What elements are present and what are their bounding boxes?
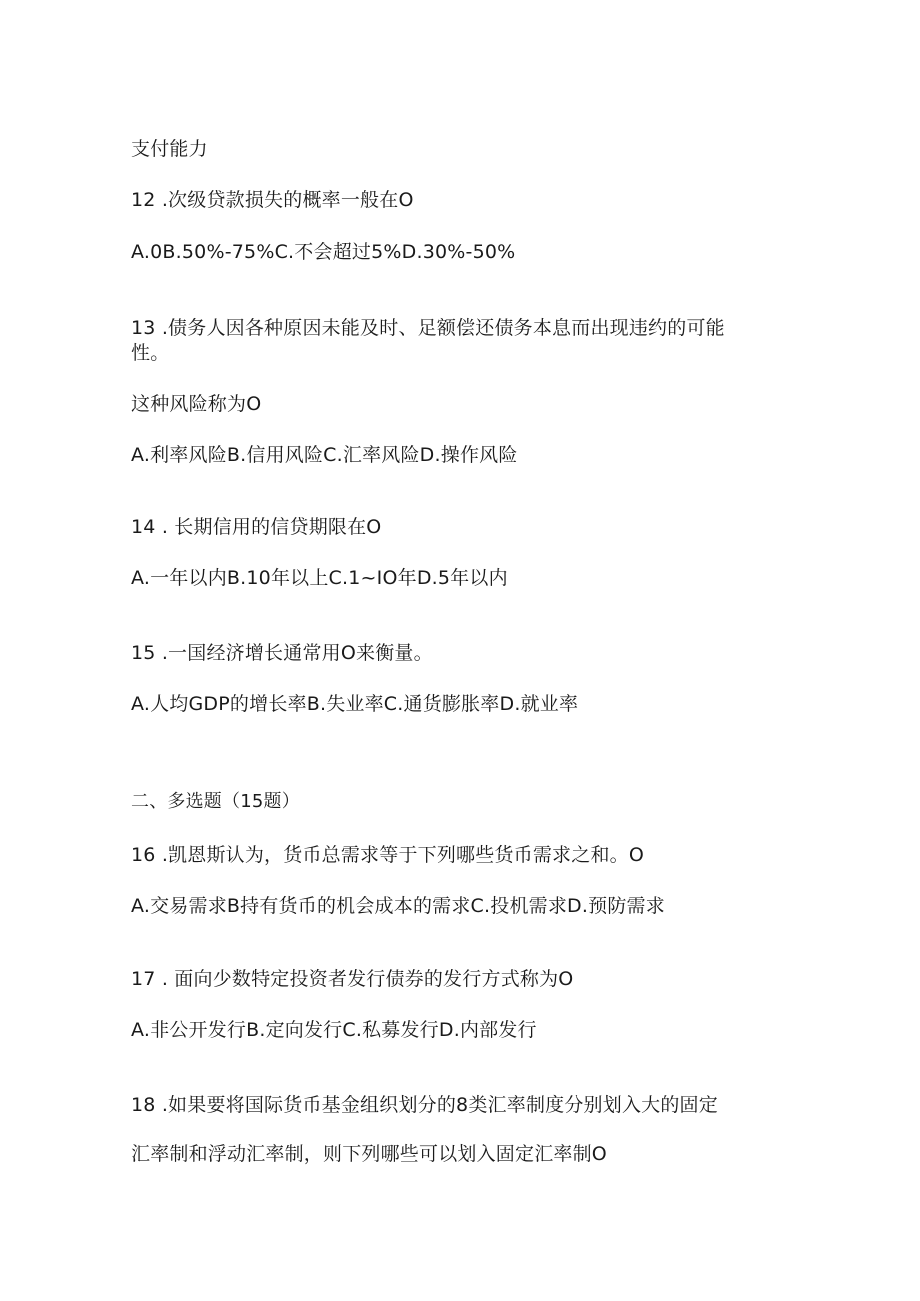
question-14-options: A.一年以内B.10年以上C.1~IO年D.5年以内: [131, 567, 508, 589]
question-17: 17 . 面向少数特定投资者发行债券的发行方式称为O: [131, 968, 574, 990]
question-14: 14 . 长期信用的信贷期限在O: [131, 516, 382, 538]
question-13-line-1: 13 .债务人因各种原因未能及时、足额偿还债务本息而出现违约的可能: [131, 317, 725, 339]
question-17-options: A.非公开发行B.定向发行C.私募发行D.内部发行: [131, 1019, 537, 1041]
question-18-line-2: 汇率制和浮动汇率制，则下列哪些可以划入固定汇率制O: [131, 1143, 607, 1165]
question-15-options: A.人均GDP的增长率B.失业率C.通货膨胀率D.就业率: [131, 693, 579, 715]
question-13-options: A.利率风险B.信用风险C.汇率风险D.操作风险: [131, 444, 518, 466]
question-13-line-2: 性。: [131, 342, 170, 364]
question-16-options: A.交易需求B持有货币的机会成本的需求C.投机需求D.预防需求: [131, 895, 665, 917]
question-15: 15 .一国经济增长通常用O来衡量。: [131, 642, 433, 664]
question-12: 12 .次级贷款损失的概率一般在O: [131, 189, 414, 211]
text-line-payment-ability: 支付能力: [131, 138, 208, 160]
question-12-options: A.0B.50%-75%C.不会超过5%D.30%-50%: [131, 241, 516, 263]
section-heading-multiple-choice: 二、多选题（15题）: [131, 791, 300, 812]
question-18-line-1: 18 .如果要将国际货币基金组织划分的8类汇率制度分别划入大的固定: [131, 1094, 718, 1116]
question-13-line-3: 这种风险称为O: [131, 393, 262, 415]
question-16: 16 .凯恩斯认为，货币总需求等于下列哪些货币需求之和。O: [131, 844, 645, 866]
